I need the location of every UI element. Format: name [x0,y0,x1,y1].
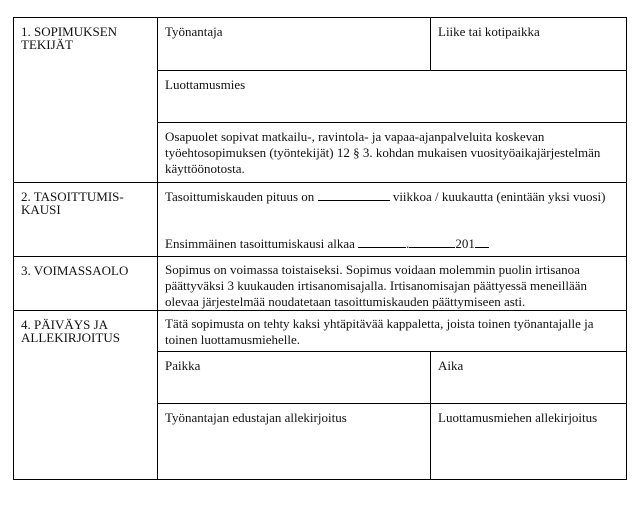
section-validity [14,257,626,311]
section-period-title: 2. TASOITTUMIS-KAUSI [21,189,124,217]
section-validity-title: 3. VOIMASSAOLO [21,263,129,278]
agreement-text-cell [158,123,626,177]
period-length-prefix: Tasoittumiskauden pituus on [165,189,315,204]
period-length-line [165,189,612,205]
signatures-intro: Tätä sopimusta on tehty kaksi yhtäpitävää kappaletta, joista toinen työnantajalle ja toinen luottamusmiehelle. [165,316,594,347]
date-separator: . [406,236,410,251]
section-parties-label [14,18,158,182]
section-parties-content [158,18,626,182]
period-length-cell [158,183,626,205]
employer-signature-label: Työnantajan edustajan allekirjoitus [165,410,347,425]
validity-text-cell [158,257,626,310]
agreement-text: Osapuolet sopivat matkailu-, ravintola- ja vapaa-ajanpalveluita koskevan työehtosopimuksen (työntekijät) 12 § 3. kohdan mukaisen vuosityöaikajärjestelmän käyttöönotosta. [165,129,601,176]
location-cell[interactable] [431,18,626,70]
representative-cell[interactable] [158,71,626,122]
employer-label: Työnantaja [165,24,223,39]
validity-text: Sopimus on voimassa toistaiseksi. Sopimus voidaan molemmin puolin irtisanoa päättyväksi 3 kuukauden irtisanomisajalla. Irtisanomisajan päättyessä meneillään olevaa järjestelmää noudatetaan tasoittumiskauden päättymiseen asti. [165,262,588,309]
section-parties [14,18,626,183]
section-signatures-title: 4. PÄIVÄYS JA ALLEKIRJOITUS [21,317,120,345]
start-month-blank[interactable] [409,236,455,248]
section-period [14,183,626,257]
agreement-form [13,17,627,480]
start-day-blank[interactable] [358,236,406,248]
period-length-suffix: viikkoa / kuukautta (enintään yksi vuosi) [392,189,606,204]
section-signatures [14,311,626,479]
employer-signature-cell[interactable] [158,404,431,479]
representative-signature-cell[interactable] [431,404,626,479]
first-period-cell [158,230,626,252]
section-validity-content [158,257,626,310]
location-label: Liike tai kotipaikka [438,24,540,39]
time-cell[interactable] [431,352,626,403]
place-cell[interactable] [158,352,431,403]
section-period-content [158,183,626,256]
time-label: Aika [438,358,464,373]
place-label: Paikka [165,358,201,373]
employer-cell[interactable] [158,18,431,70]
period-length-blank[interactable] [318,189,390,201]
start-year-prefix: 201 [455,236,475,251]
signatures-intro-cell [158,311,626,351]
section-parties-title: 1. SOPIMUKSEN TEKIJÄT [21,24,118,52]
representative-signature-label: Luottamusmiehen allekirjoitus [438,410,598,425]
start-year-blank[interactable] [475,236,489,248]
section-period-label [14,183,158,256]
first-period-prefix: Ensimmäinen tasoittumiskausi alkaa [165,236,355,251]
first-period-line [165,236,618,252]
section-validity-label [14,257,158,310]
section-signatures-content [158,311,626,479]
section-signatures-label [14,311,158,479]
representative-label: Luottamusmies [165,77,246,92]
